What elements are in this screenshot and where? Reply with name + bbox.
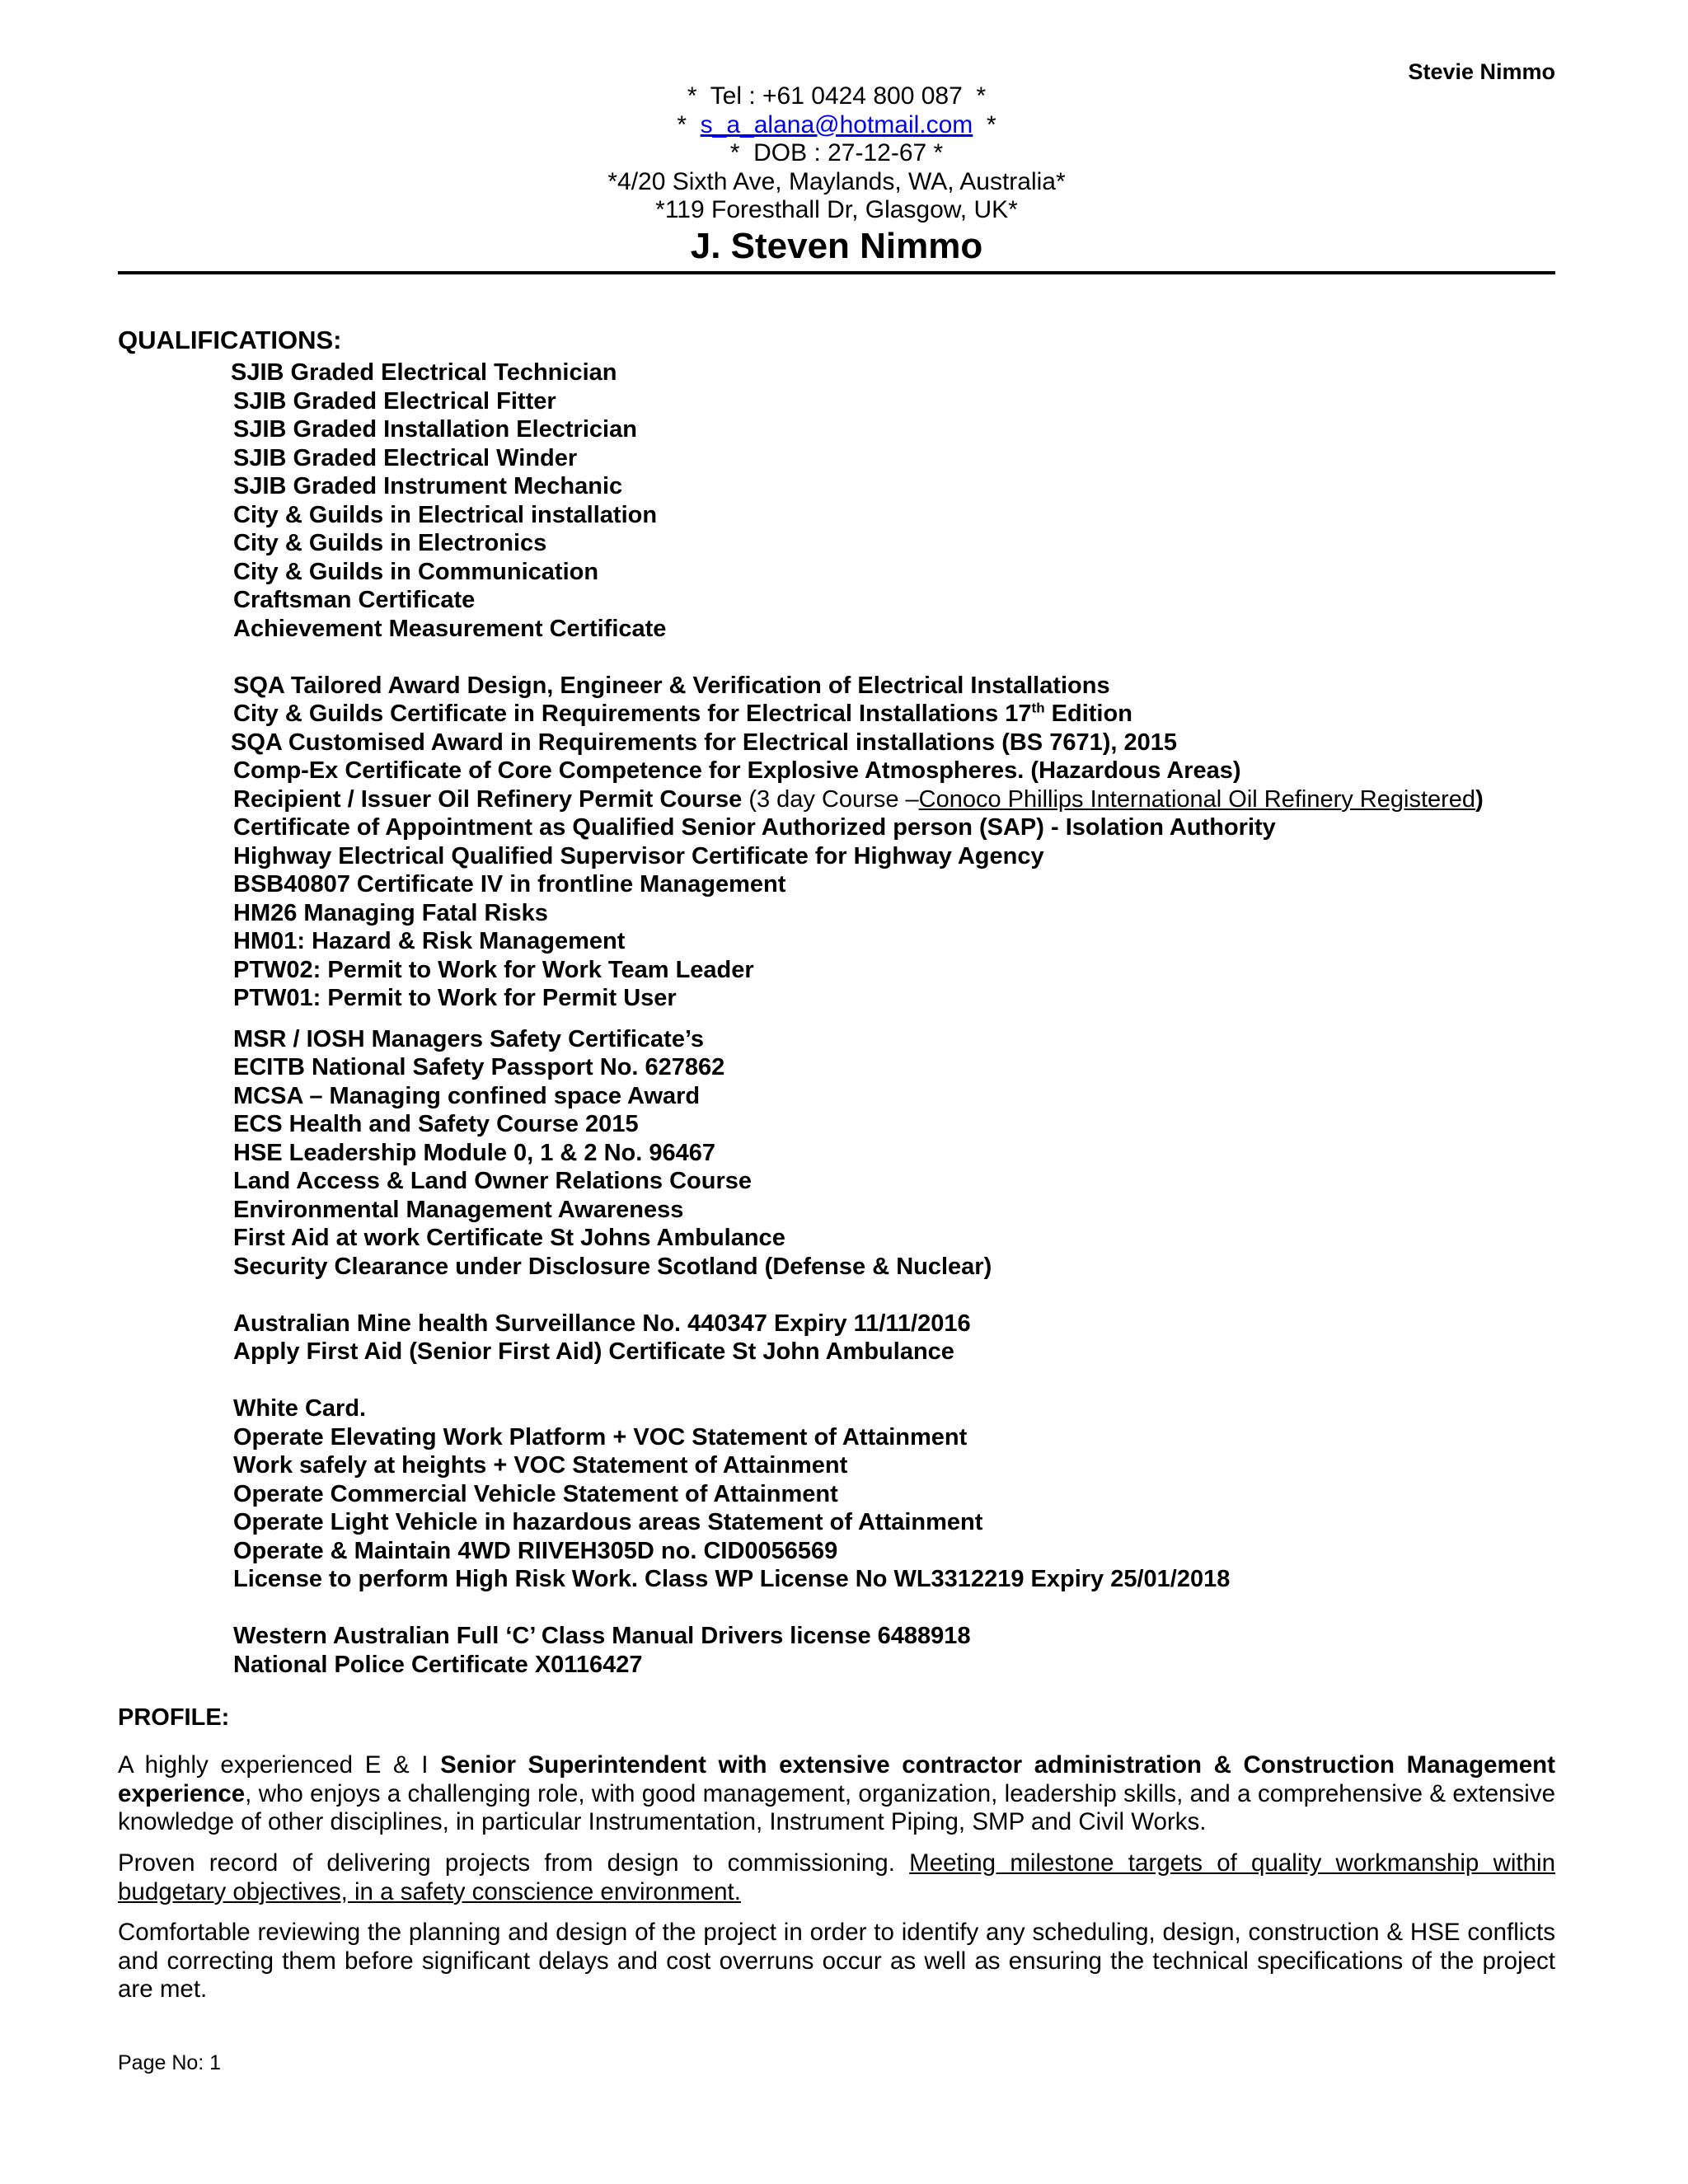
list-item: MSR / IOSH Managers Safety Certificate’s	[233, 1025, 705, 1052]
list-item: Environmental Management Awareness	[233, 1196, 684, 1223]
list-item: First Aid at work Certificate St Johns Ambulance	[233, 1225, 785, 1251]
profile-p2-underlined: Meeting milestone targets of quality workmanship within budgetary objectives, in a safety conscience environment.	[118, 1849, 1555, 1905]
list-item: City & Guilds in Electrical installation	[233, 501, 658, 528]
list-item	[233, 700, 1552, 729]
list-item: Work safely at heights + VOC Statement of Attainment	[233, 1452, 848, 1479]
list-item: HSE Leadership Module 0, 1 & 2 No. 96467	[233, 1139, 716, 1166]
list-item: Australian Mine health Surveillance No. 440347 Expiry 11/11/2016	[233, 1310, 971, 1337]
list-item: SQA Customised Award in Requirements for Electrical installations (BS 7671), 2015	[231, 729, 1178, 756]
qualifications-heading: QUALIFICATIONS:	[118, 326, 342, 354]
list-item: SJIB Graded Electrical Fitter	[233, 387, 556, 415]
profile-p1-intro: A highly experienced E & I	[118, 1751, 441, 1779]
permit-course-detail: (3 day Course –	[742, 785, 919, 813]
address-line-2: *119 Foresthall Dr, Glasgow, UK*	[655, 196, 1018, 223]
permit-course-registration: Conoco Phillips International Oil Refinery Registered	[918, 785, 1476, 813]
permit-course-title: Recipient / Issuer Oil Refinery Permit Course	[233, 785, 743, 813]
email-line	[118, 111, 1555, 140]
full-name: J. Steven Nimmo	[690, 226, 983, 266]
cg-17th-edition: Edition	[1044, 701, 1132, 727]
list-item: Comp-Ex Certificate of Core Competence for Explosive Atmospheres. (Hazardous Areas)	[233, 757, 1241, 784]
cg-17th-text: City & Guilds Certificate in Requirements for Electrical Installations 17	[233, 701, 1032, 727]
list-item: Security Clearance under Disclosure Scotland (Defense & Nuclear)	[233, 1253, 992, 1280]
list-item: License to perform High Risk Work. Class WP License No WL3312219 Expiry 25/01/2018	[233, 1566, 1231, 1592]
profile-paragraph-1	[118, 1751, 1555, 1837]
list-item: HM01: Hazard & Risk Management	[233, 928, 626, 954]
profile-p1-rest: , who enjoys a challenging role, with good management, organization, leadership skills, and a comprehensive & extensive knowledge of other disciplines, in particular Instrumentation, Instrument Piping, SMP and Civil Works.	[118, 1779, 1555, 1835]
cg-17th-superscript: th	[1031, 700, 1045, 716]
list-item: National Police Certificate X0116427	[233, 1651, 643, 1678]
list-item: City & Guilds in Communication	[233, 558, 599, 585]
profile-paragraph-2	[118, 1849, 1555, 1906]
list-item: Craftsman Certificate	[233, 587, 476, 613]
list-item: MCSA – Managing confined space Award	[233, 1082, 701, 1109]
list-item: HM26 Managing Fatal Risks	[233, 899, 548, 926]
resume-page	[118, 0, 1555, 2184]
profile-heading: PROFILE:	[118, 1704, 230, 1731]
list-item: PTW02: Permit to Work for Work Team Leader	[233, 956, 754, 983]
header-divider	[118, 271, 1555, 274]
list-item: BSB40807 Certificate IV in frontline Management	[233, 871, 786, 898]
dob-line: * DOB : 27-12-67 *	[729, 139, 944, 166]
list-item: SJIB Graded Installation Electrician	[233, 416, 637, 443]
profile-paragraph-3: Comfortable reviewing the planning and design of the project in order to identify any scheduling, design, construction & HSE conflicts and correcting them before significant delays and cost overruns occur as well as ensuring the technical specifications of the project are met.	[118, 1919, 1555, 2003]
list-item: Land Access & Land Owner Relations Course	[233, 1168, 753, 1194]
header-corner-name: Stevie Nimmo	[1408, 59, 1555, 84]
profile-p2-intro: Proven record of delivering projects from design to commissioning.	[118, 1849, 910, 1877]
email-suffix: *	[973, 110, 996, 138]
list-item: SJIB Graded Electrical Technician	[231, 359, 617, 386]
list-item: ECITB National Safety Passport No. 627862	[233, 1054, 725, 1080]
list-spacer	[233, 1281, 1552, 1310]
page-number: Page No: 1	[118, 2051, 222, 2074]
email-prefix: *	[677, 110, 701, 138]
list-item: Operate Light Vehicle in hazardous areas Statement of Attainment	[233, 1509, 983, 1535]
list-spacer	[233, 1594, 1552, 1623]
list-item	[233, 785, 1552, 814]
list-spacer	[233, 1013, 1552, 1025]
list-item: Operate & Maintain 4WD RIIVEH305D no. CID0056569	[233, 1537, 838, 1564]
list-item: Operate Commercial Vehicle Statement of Attainment	[233, 1480, 838, 1507]
list-item: Certificate of Appointment as Qualified Senior Authorized person (SAP) - Isolation Authority	[233, 814, 1276, 841]
phone-line: * Tel : +61 0424 800 087 *	[687, 82, 987, 110]
list-item: ECS Health and Safety Course 2015	[233, 1111, 639, 1137]
address-line-1: *4/20 Sixth Ave, Maylands, WA, Australia*	[607, 167, 1066, 195]
contact-block	[118, 82, 1555, 225]
list-item: Highway Electrical Qualified Supervisor Certificate for Highway Agency	[233, 842, 1044, 869]
qualifications-list	[233, 359, 1552, 1679]
list-item: Operate Elevating Work Platform + VOC Statement of Attainment	[233, 1423, 968, 1451]
list-item: PTW01: Permit to Work for Permit User	[233, 985, 677, 1011]
list-item: Western Australian Full ‘C’ Class Manual Drivers license 6488918	[233, 1623, 971, 1649]
list-item: SJIB Graded Instrument Mechanic	[233, 473, 623, 499]
list-spacer	[233, 643, 1552, 672]
list-item: SJIB Graded Electrical Winder	[233, 444, 578, 471]
permit-course-close: )	[1475, 785, 1484, 813]
list-item: White Card.	[233, 1395, 367, 1422]
email-link[interactable]: s_a_alana@hotmail.com	[700, 110, 973, 138]
list-item: City & Guilds in Electronics	[233, 530, 547, 556]
list-item: SQA Tailored Award Design, Engineer & Verification of Electrical Installations	[233, 672, 1110, 699]
list-item: Apply First Aid (Senior First Aid) Certificate St John Ambulance	[233, 1338, 954, 1365]
list-item: Achievement Measurement Certificate	[233, 615, 667, 642]
list-spacer	[233, 1366, 1552, 1395]
profile-p1-highlight: Senior Superintendent with extensive contractor administration & Construction Management experience	[118, 1751, 1555, 1807]
